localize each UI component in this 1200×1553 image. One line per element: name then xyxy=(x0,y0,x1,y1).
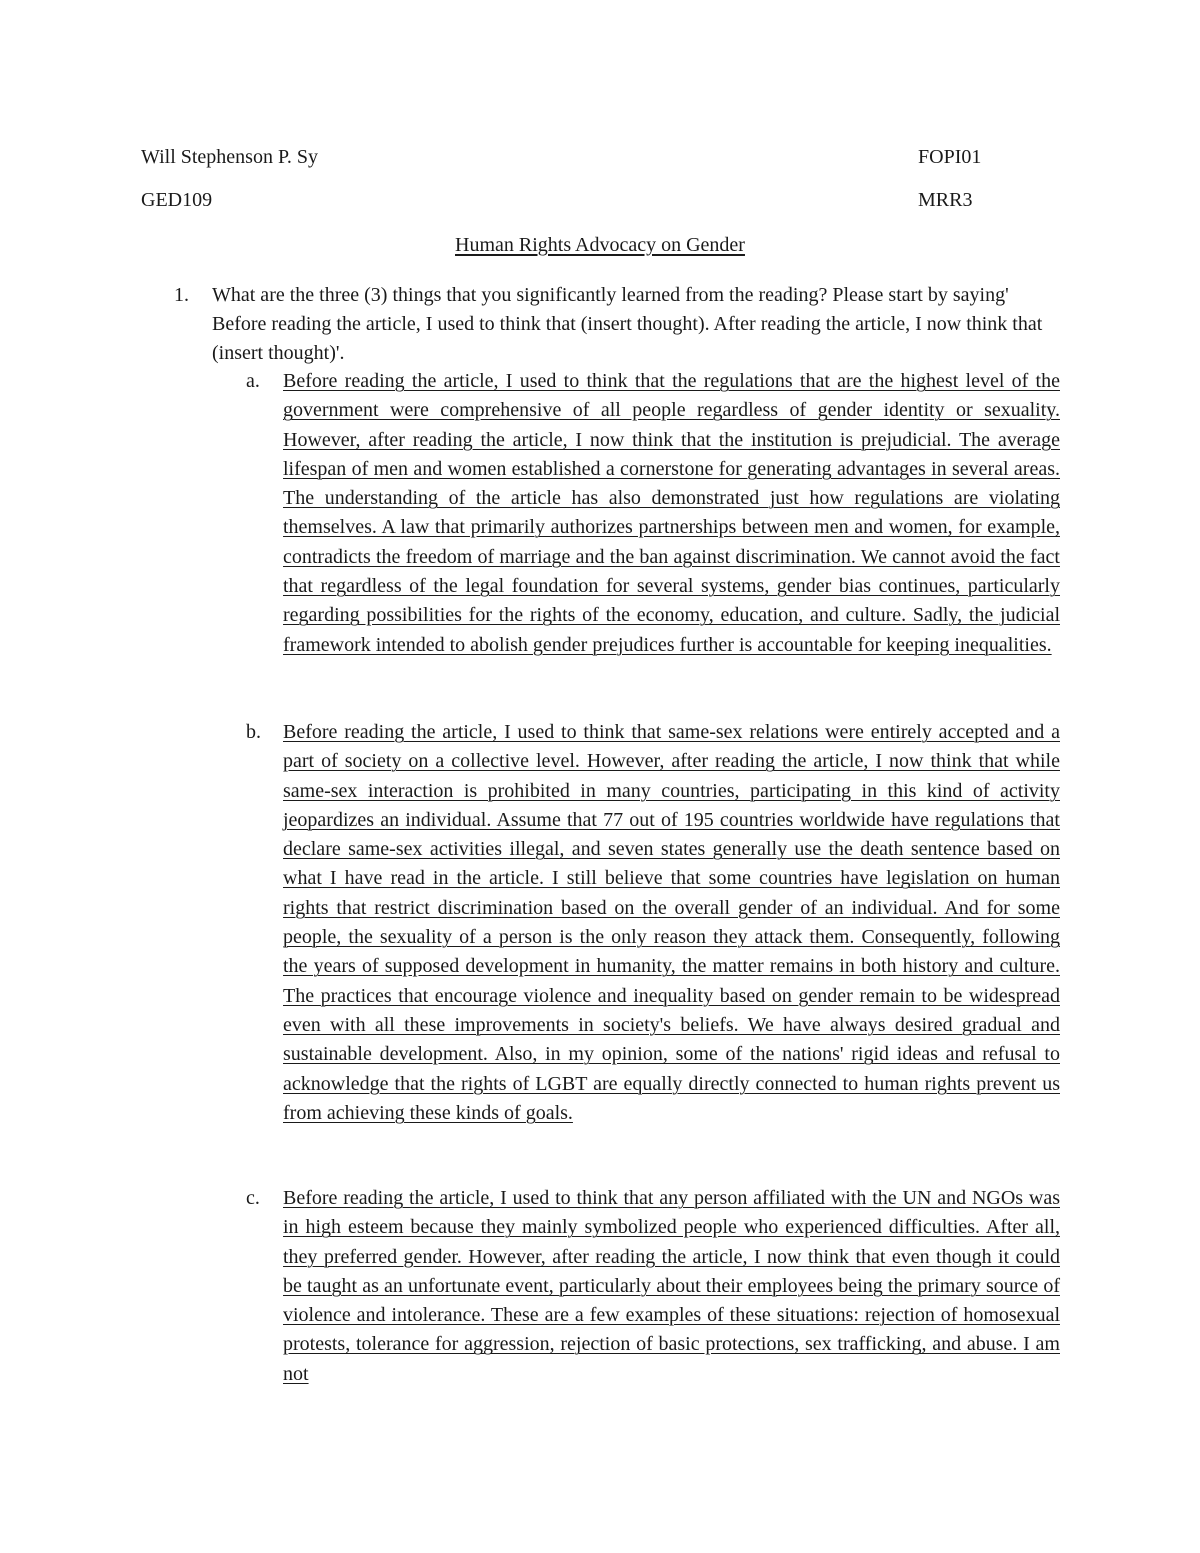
student-name: Will Stephenson P. Sy xyxy=(141,146,318,168)
question-number: 1. xyxy=(174,284,189,306)
room-code: MRR3 xyxy=(918,189,973,211)
answer-b-text: Before reading the article, I used to think that same-sex relations were entirely accepted and a part of society on a collective level. However, after reading the article, I now think that while same-sex interaction is prohibited in many countries, participating in this kind of activity jeopardizes an individual. Assume that 77 out of 195 countries worldwide have regulations that declare same-sex activities illegal, and seven states generally use the death sentence based on what I have read in the article. I still believe that some countries have legislation on human rights that restrict discrimination based on the overall gender of an individual. And for some people, the sexuality of a person is the only reason they attack them. Consequently, following the years of supposed development in humanity, the matter remains in both history and culture. The practices that encourage violence and inequality based on gender remain to be widespread even with all these improvements in society's beliefs. We have always desired gradual and sustainable development. Also, in my opinion, some of the nations' rigid ideas and refusal to acknowledge that the rights of LGBT are equally directly connected to human rights prevent us from achieving these kinds of goals. xyxy=(283,721,1060,1124)
question-text: What are the three (3) things that you significantly learned from the reading? Please start by saying' Before reading the article, I used to think that (insert thought). After reading the article, I now think that (insert thought)'. xyxy=(212,284,1043,364)
answer-a-marker: a. xyxy=(246,370,260,392)
answer-c-marker: c. xyxy=(246,1187,260,1209)
answer-c-text: Before reading the article, I used to think that any person affiliated with the UN and NGOs was in high esteem because they mainly symbolized people who experienced difficulties. After all, they preferred gender. However, after reading the article, I now think that even though it could be taught as an unfortunate event, particularly about their employees being the primary source of violence and intolerance. These are a few examples of these situations: rejection of homosexual protests, tolerance for aggression, rejection of basic protections, sex trafficking, and abuse. I am not xyxy=(283,1187,1060,1385)
answer-a-text: Before reading the article, I used to think that the regulations that are the highest level of the government were comprehensive of all people regardless of gender identity or sexuality. However, after reading the article, I now think that the institution is prejudicial. The average lifespan of men and women established a cornerstone for generating advantages in several areas. The understanding of the article has also demonstrated just how regulations are violating themselves. A law that primarily authorizes partnerships between men and women, for example, contradicts the freedom of marriage and the ban against discrimination. We cannot avoid the fact that regardless of the legal foundation for several systems, gender bias continues, particularly regarding possibilities for the rights of the economy, education, and culture. Sadly, the judicial framework intended to abolish gender prejudices further is accountable for keeping inequalities. xyxy=(283,370,1060,656)
document-title: Human Rights Advocacy on Gender xyxy=(455,234,745,256)
section-code: FOPI01 xyxy=(918,146,982,168)
answer-b-marker: b. xyxy=(246,721,261,743)
course-code: GED109 xyxy=(141,189,213,211)
